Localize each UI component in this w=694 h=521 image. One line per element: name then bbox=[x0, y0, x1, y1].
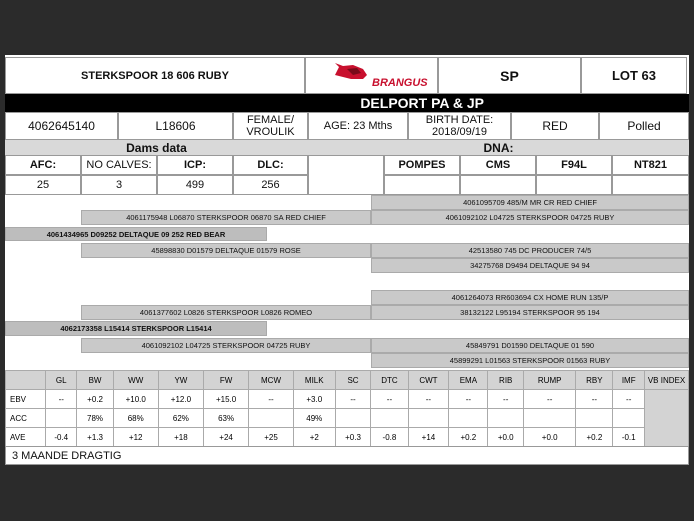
owner-bar: DELPORT PA & JP bbox=[5, 94, 689, 112]
dna-pompes-value bbox=[384, 175, 460, 195]
trait-cell bbox=[613, 409, 645, 428]
col-header: WW bbox=[113, 371, 158, 390]
pedigree-dam: 4062173358 L15414 STERKSPOOR L15414 bbox=[5, 321, 267, 336]
col-header: BW bbox=[77, 371, 113, 390]
lot-card bbox=[5, 55, 689, 465]
trait-cell: +10.0 bbox=[113, 390, 158, 409]
dna-nt821: NT821 bbox=[612, 155, 689, 175]
trait-cell: -- bbox=[249, 390, 294, 409]
trait-cell: -- bbox=[46, 390, 77, 409]
row-label: ACC bbox=[6, 409, 46, 428]
dna-cms-value bbox=[460, 175, 536, 195]
trait-cell bbox=[335, 409, 371, 428]
trait-cell: +1.3 bbox=[77, 428, 113, 447]
age: AGE: 23 Mths bbox=[308, 112, 408, 140]
dna-pompes: POMPES bbox=[384, 155, 460, 175]
trait-cell: +0.0 bbox=[524, 428, 576, 447]
trait-cell bbox=[524, 409, 576, 428]
dams-data-title: Dams data bbox=[5, 140, 308, 155]
col-header: CWT bbox=[408, 371, 449, 390]
trait-cell: 63% bbox=[204, 409, 249, 428]
animal-name: STERKSPOOR 18 606 RUBY bbox=[5, 57, 305, 94]
pedigree-dsd: 38132122 L95194 STERKSPOOR 95 194 bbox=[371, 305, 689, 320]
pedigree-dam-dam: 4061092102 L04725 STERKSPOOR 04725 RUBY bbox=[81, 338, 371, 353]
trait-cell: +0.2 bbox=[576, 428, 613, 447]
traits-header-row bbox=[6, 371, 689, 390]
trait-cell: -- bbox=[488, 390, 524, 409]
vb-index-cell bbox=[645, 390, 689, 447]
dna-nt821-value bbox=[612, 175, 689, 195]
trait-cell: 78% bbox=[77, 409, 113, 428]
trait-cell: -- bbox=[408, 390, 449, 409]
col-header: FW bbox=[204, 371, 249, 390]
trait-cell: +3.0 bbox=[293, 390, 335, 409]
col-header: YW bbox=[158, 371, 203, 390]
pedigree-ssd: 4061092102 L04725 STERKSPOOR 04725 RUBY bbox=[371, 210, 689, 225]
birth-date-label: BIRTH DATE: bbox=[425, 114, 494, 126]
trait-cell: +18 bbox=[158, 428, 203, 447]
trait-cell: +0.2 bbox=[449, 428, 488, 447]
col-header: SC bbox=[335, 371, 371, 390]
dna-f94l: F94L bbox=[536, 155, 612, 175]
pedigree-sss: 4061095709 485/M MR CR RED CHIEF bbox=[371, 195, 689, 210]
dna-f94l-value bbox=[536, 175, 612, 195]
pedigree-sds: 42513580 745 DC PRODUCER 74/5 bbox=[371, 243, 689, 258]
trait-cell bbox=[46, 409, 77, 428]
trait-cell: -0.1 bbox=[613, 428, 645, 447]
trait-cell: 68% bbox=[113, 409, 158, 428]
col-header: MILK bbox=[293, 371, 335, 390]
trait-cell: +12 bbox=[113, 428, 158, 447]
icp-value: 499 bbox=[157, 175, 233, 195]
dlc-header: DLC: bbox=[233, 155, 308, 175]
trait-cell: 49% bbox=[293, 409, 335, 428]
traits-row-acc bbox=[6, 409, 689, 428]
brand-text: BRANGUS bbox=[371, 76, 428, 89]
bull-logo-icon bbox=[327, 61, 428, 91]
trait-cell: +15.0 bbox=[204, 390, 249, 409]
colour: RED bbox=[511, 112, 599, 140]
trait-cell: +0.2 bbox=[77, 390, 113, 409]
pedigree-dam-sire: 4061377602 L0826 STERKSPOOR L0826 ROMEO bbox=[81, 305, 371, 320]
col-header: RIB bbox=[488, 371, 524, 390]
breed-code: SP bbox=[438, 57, 581, 94]
trait-cell: +12.0 bbox=[158, 390, 203, 409]
trait-cell: -0.4 bbox=[46, 428, 77, 447]
trait-cell: -- bbox=[576, 390, 613, 409]
remarks-note: 3 MAANDE DRAGTIG bbox=[5, 446, 689, 465]
traits-row-ave bbox=[6, 428, 689, 447]
horn-status: Polled bbox=[599, 112, 689, 140]
dna-title: DNA: bbox=[308, 140, 689, 155]
registration-number: 4062645140 bbox=[5, 112, 118, 140]
col-header: MCW bbox=[249, 371, 294, 390]
col-header: DTC bbox=[371, 371, 408, 390]
afc-header: AFC: bbox=[5, 155, 81, 175]
trait-cell: +0.3 bbox=[335, 428, 371, 447]
afc-value: 25 bbox=[5, 175, 81, 195]
row-label: EBV bbox=[6, 390, 46, 409]
pedigree-sdd: 34275768 D9494 DELTAQUE 94 94 bbox=[371, 258, 689, 273]
birth-date: 2018/09/19 bbox=[431, 126, 488, 138]
col-header: GL bbox=[46, 371, 77, 390]
pedigree-ddd: 45899291 L01563 STERKSPOOR 01563 RUBY bbox=[371, 353, 689, 368]
traits-corner bbox=[6, 371, 46, 390]
dlc-value: 256 bbox=[233, 175, 308, 195]
row-label: AVE bbox=[6, 428, 46, 447]
trait-cell: -- bbox=[524, 390, 576, 409]
animal-id: L18606 bbox=[118, 112, 233, 140]
trait-cell: +24 bbox=[204, 428, 249, 447]
trait-cell: -- bbox=[449, 390, 488, 409]
trait-cell bbox=[408, 409, 449, 428]
dna-spacer bbox=[308, 155, 384, 195]
col-header: EMA bbox=[449, 371, 488, 390]
trait-cell bbox=[576, 409, 613, 428]
col-header: IMF bbox=[613, 371, 645, 390]
trait-cell: +25 bbox=[249, 428, 294, 447]
trait-cell bbox=[371, 409, 408, 428]
calves-header: NO CALVES: bbox=[81, 155, 157, 175]
trait-cell bbox=[488, 409, 524, 428]
trait-cell: -0.8 bbox=[371, 428, 408, 447]
lot-number: LOT 63 bbox=[581, 57, 687, 94]
trait-cell: -- bbox=[613, 390, 645, 409]
pedigree-sire-sire: 4061175948 L06870 STERKSPOOR 06870 SA RED CHIEF bbox=[81, 210, 371, 225]
col-header-vb-index: VB INDEX bbox=[645, 371, 689, 390]
dna-cms: CMS bbox=[460, 155, 536, 175]
col-header: RUMP bbox=[524, 371, 576, 390]
pedigree-sire: 4061434965 D09252 DELTAQUE 09 252 RED BEAR bbox=[5, 227, 267, 241]
pedigree-sire-dam: 45898830 D01579 DELTAQUE 01579 ROSE bbox=[81, 243, 371, 258]
trait-cell: -- bbox=[371, 390, 408, 409]
sex: FEMALE/ VROULIK bbox=[233, 112, 308, 140]
birth-date-cell bbox=[408, 112, 511, 140]
traits-row-ebv bbox=[6, 390, 689, 409]
trait-cell: +0.0 bbox=[488, 428, 524, 447]
trait-cell bbox=[249, 409, 294, 428]
icp-header: ICP: bbox=[157, 155, 233, 175]
pedigree-dss: 4061264073 RR603694 CX HOME RUN 135/P bbox=[371, 290, 689, 305]
trait-cell: -- bbox=[335, 390, 371, 409]
traits-table bbox=[5, 370, 689, 447]
trait-cell bbox=[449, 409, 488, 428]
brangus-logo bbox=[305, 57, 438, 94]
calves-value: 3 bbox=[81, 175, 157, 195]
col-header: RBY bbox=[576, 371, 613, 390]
trait-cell: +14 bbox=[408, 428, 449, 447]
trait-cell: +2 bbox=[293, 428, 335, 447]
trait-cell: 62% bbox=[158, 409, 203, 428]
pedigree-dds: 45849791 D01590 DELTAQUE 01 590 bbox=[371, 338, 689, 353]
